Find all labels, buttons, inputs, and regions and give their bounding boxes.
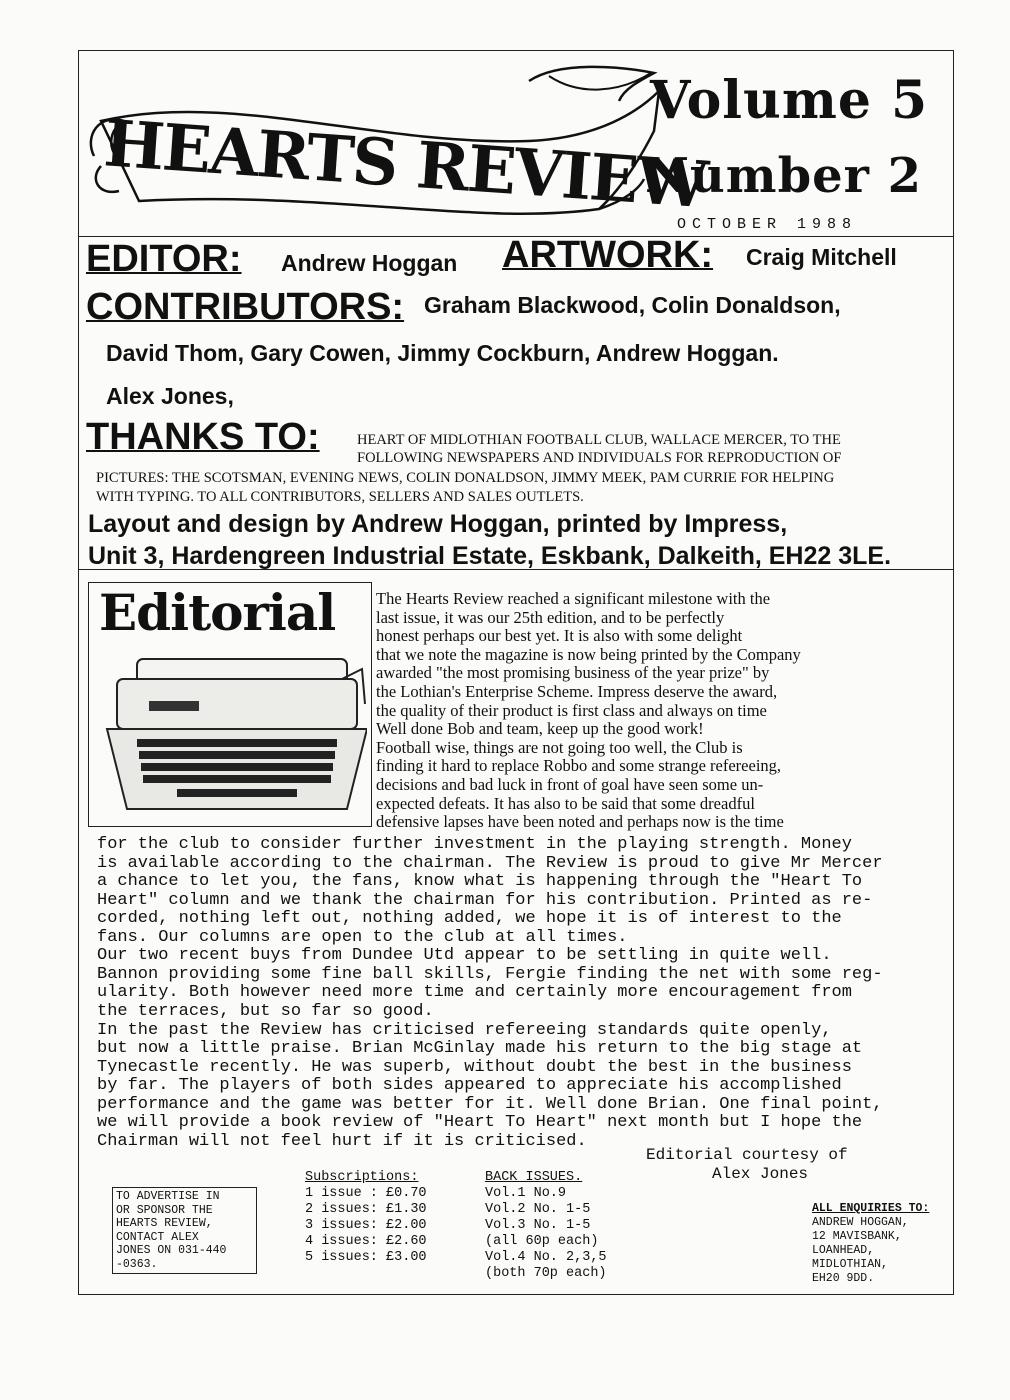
adbox-line: TO ADVERTISE IN — [116, 1190, 220, 1203]
backs-line: Vol.3 No. 1-5 — [485, 1218, 591, 1233]
serif-block-line: last issue, it was our 25th edition, and to be perfectly — [376, 607, 725, 627]
mono-block-line: by far. The players of both sides appeared to appreciate his accomplished — [97, 1076, 842, 1096]
thanks-line-1: HEART OF MIDLOTHIAN FOOTBALL CLUB, WALLACE MERCER, TO THE — [357, 432, 841, 448]
mono-block-line: is available according to the chairman. The Review is proud to give Mr Mercer — [97, 853, 883, 873]
typewriter-illustration — [97, 649, 367, 819]
subs-line: 3 issues: £2.00 — [305, 1218, 427, 1233]
serif-block-line: honest perhaps our best yet. It is also with some delight — [376, 626, 743, 646]
backs-line: Vol.1 No.9 — [485, 1186, 567, 1201]
backs-line: Vol.4 No. 2,3,5 — [485, 1250, 607, 1265]
serif-block-line: expected defeats. It has also to be said that some dreadful — [376, 793, 755, 813]
adbox-line: JONES ON 031-440 — [116, 1244, 227, 1257]
editor-name: Andrew Hoggan — [281, 250, 458, 276]
adbox-line: CONTACT ALEX — [116, 1230, 199, 1244]
enq-list-line: ANDREW HOGGAN, — [812, 1216, 909, 1229]
adbox-line: OR SPONSOR THE — [116, 1203, 213, 1217]
mono-block-line: the terraces, but so far so good. — [97, 1001, 434, 1021]
mono-block-line: corded, nothing left out, nothing added, we hope it is of interest to the — [97, 909, 842, 929]
volume-label: Volume 5 — [650, 70, 929, 131]
serif-block-line: decisions and bad luck in front of goal have seen some un- — [376, 775, 764, 794]
backs-line: Vol.2 No. 1-5 — [485, 1202, 591, 1217]
thanks-label: THANKS TO: — [86, 416, 320, 458]
mono-block-line: Bannon providing some fine ball skills, Fergie finding the net with some reg- — [97, 964, 883, 984]
contributors-line-2: David Thom, Gary Cowen, Jimmy Cockburn, Andrew Hoggan. — [106, 340, 779, 366]
mono-block-line: Chairman will not feel hurt if it is criticised. — [97, 1131, 587, 1151]
mono-block-line: performance and the game was better for it. Well done Brian. One final point, — [97, 1094, 883, 1114]
subscriptions-title: Subscriptions: — [305, 1170, 419, 1185]
serif-block-line: Well done Bob and team, keep up the good work! — [376, 719, 704, 739]
contributors-line-3: Alex Jones, — [106, 383, 234, 409]
mono-block-line: Tynecastle recently. He was superb, without doubt the best in the business — [97, 1057, 852, 1077]
serif-block-line: finding it hard to replace Robbo and some strange refereeing, — [376, 756, 782, 776]
masthead-title: HEARTS REVIEW — [101, 106, 709, 224]
thanks-line-3: PICTURES: THE SCOTSMAN, EVENING NEWS, COLIN DONALDSON, JIMMY MEEK, PAM CURRIE FOR HELPING — [96, 470, 835, 486]
back-issues-list — [485, 1186, 607, 1282]
editorial-credit-1: Editorial courtesy of — [646, 1146, 848, 1164]
thanks-line-2: FOLLOWING NEWSPAPERS AND INDIVIDUALS FOR REPRODUCTION OF — [357, 450, 842, 466]
editorial-heading: Editorial — [99, 583, 336, 642]
artwork-name: Craig Mitchell — [746, 244, 897, 270]
editor-label: EDITOR: — [86, 238, 242, 280]
number-label: Number 2 — [645, 148, 923, 204]
enq-list-line: 12 MAVISBANK, — [812, 1230, 902, 1243]
thanks-line-4: WITH TYPING. TO ALL CONTRIBUTORS, SELLERS AND SALES OUTLETS. — [96, 489, 584, 505]
mono-block-line: ularity. Both however need more time and certainly more encouragement from — [97, 983, 852, 1003]
enquiries-address — [812, 1216, 929, 1286]
adbox-line: -0363. — [116, 1257, 158, 1271]
editorial-credit-2: Alex Jones — [712, 1165, 809, 1183]
serif-block-line: Football wise, things are not going too well, the Club is — [376, 737, 743, 757]
contributors-line-1: Graham Blackwood, Colin Donaldson, — [424, 292, 841, 318]
mono-block-line: a chance to let you, the fans, know what is happening through the "Heart To — [97, 872, 863, 892]
artwork-label: ARTWORK: — [502, 234, 714, 276]
serif-block-line: awarded "the most promising business of the year prize" by — [376, 663, 770, 683]
subs-line: 5 issues: £3.00 — [305, 1250, 427, 1265]
mono-block-line: Heart" column and we thank the chairman for his contribution. Printed as re- — [97, 890, 873, 910]
subs-line: 2 issues: £1.30 — [305, 1202, 427, 1217]
mono-block-line: In the past the Review has criticised refereeing standards quite openly, — [97, 1020, 832, 1040]
back-issues-title: BACK ISSUES. — [485, 1170, 583, 1185]
subscriptions-list — [305, 1186, 427, 1266]
contributors-label: CONTRIBUTORS: — [86, 286, 405, 328]
issue-date: OCTOBER 1988 — [677, 216, 858, 233]
serif-block-line: the quality of their product is first class and always on time — [376, 700, 767, 720]
subs-line: 4 issues: £2.60 — [305, 1234, 427, 1249]
subs-line: 1 issue : £0.70 — [305, 1186, 427, 1201]
layout-line-1: Layout and design by Andrew Hoggan, printed by Impress, — [88, 510, 788, 538]
serif-block-line: that we note the magazine is now being printed by the Company — [376, 644, 801, 664]
serif-block-line: The Hearts Review reached a significant milestone with the — [376, 589, 771, 608]
mono-block-line: Our two recent buys from Dundee Utd appear to be settling in quite well. — [97, 946, 832, 966]
serif-block-line: the Lothian's Enterprise Scheme. Impress deserve the award, — [376, 682, 778, 701]
backs-line: (all 60p each) — [485, 1234, 599, 1249]
enquiries-box — [812, 1202, 929, 1286]
editorial-header-box — [88, 582, 372, 827]
backs-line: (both 70p each) — [485, 1266, 607, 1281]
enq-list-line: EH20 9DD. — [812, 1272, 875, 1285]
mono-block-line: but now a little praise. Brian McGinlay made his return to the big stage at — [97, 1039, 863, 1059]
enq-list-line: MIDLOTHIAN, — [812, 1258, 888, 1271]
enq-list-line: LOANHEAD, — [812, 1244, 875, 1257]
mono-block-line: fans. Our columns are open to the club at all times. — [97, 927, 628, 947]
enquiries-title: ALL ENQUIRIES TO: — [812, 1202, 930, 1215]
advertise-box — [112, 1187, 257, 1274]
mono-block-line: for the club to consider further investment in the playing strength. Money — [97, 835, 852, 854]
serif-block-line: defensive lapses have been noted and perhaps now is the time — [376, 812, 784, 832]
layout-line-2: Unit 3, Hardengreen Industrial Estate, Eskbank, Dalkeith, EH22 3LE. — [88, 542, 892, 570]
adbox-line: HEARTS REVIEW, — [116, 1217, 213, 1230]
mono-block-line: we will provide a book review of "Heart To Heart" next month but I hope the — [97, 1113, 863, 1133]
